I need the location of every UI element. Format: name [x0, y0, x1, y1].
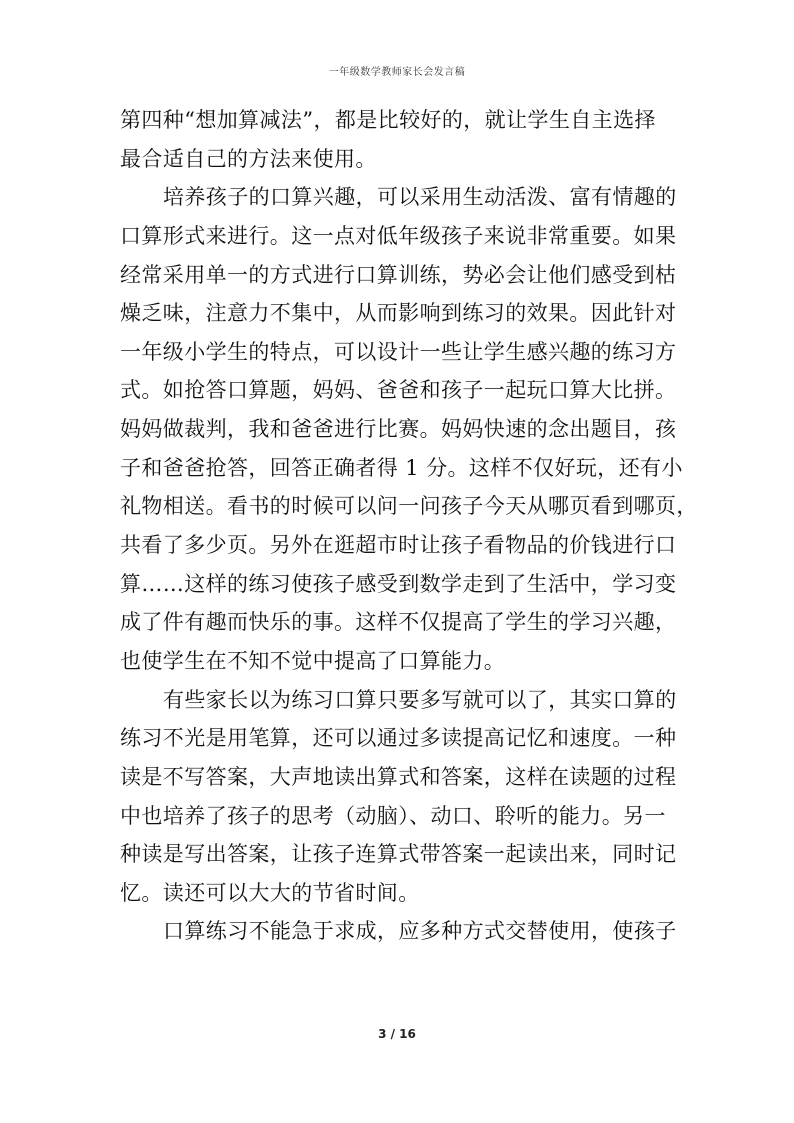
text-line: 种读是写出答案，让孩子连算式带答案一起读出来，同时记	[120, 842, 677, 867]
text-line: 一年级小学生的特点，可以设计一些让学生感兴趣的练习方	[120, 339, 677, 364]
page-number: 3 / 16	[378, 1027, 416, 1041]
text-line: 妈妈做裁判，我和爸爸进行比赛。妈妈快速的念出题目，孩	[120, 417, 677, 442]
text-line: 燥乏味，注意力不集中，从而影响到练习的效果。因此针对	[120, 301, 677, 326]
text-line: 练习不光是用笔算，还可以通过多读提高记忆和速度。一种	[120, 726, 677, 751]
text-line: 共看了多少页。另外在逛超市时让孩子看物品的价钱进行口	[120, 533, 677, 558]
text-line: 也使学生在不知不觉中提高了口算能力。	[120, 648, 506, 673]
paragraph-start-line: 口算练习不能急于求成，应多种方式交替使用，使孩子	[163, 919, 677, 944]
paragraph-start-line: 培养孩子的口算兴趣，可以采用生动活泼、富有情趣的	[163, 185, 677, 210]
document-body	[120, 101, 698, 951]
text-line: 子和爸爸抢答，回答正确者得 1 分。这样不仅好玩，还有小	[120, 455, 683, 480]
text-line: 忆。读还可以大大的节省时间。	[120, 880, 420, 905]
text-line: 式。如抢答口算题，妈妈、爸爸和孩子一起玩口算大比拼。	[120, 378, 677, 403]
text-line: 最合适自己的方法来使用。	[120, 146, 377, 171]
paragraph-start-line: 有些家长以为练习口算只要多写就可以了，其实口算的	[163, 687, 677, 712]
text-line: 第四种“想加算减法”，都是比较好的，就让学生自主选择	[120, 108, 656, 132]
text-line: 成了件有趣而快乐的事。这样不仅提高了学生的学习兴趣，	[120, 610, 677, 635]
text-line: 口算形式来进行。这一点对低年级孩子来说非常重要。如果	[120, 223, 677, 248]
text-line: 读是不写答案，大声地读出算式和答案，这样在读题的过程	[120, 764, 677, 789]
text-line: 算……这样的练习使孩子感受到数学走到了生活中，学习变	[120, 571, 677, 596]
text-line: 经常采用单一的方式进行口算训练，势必会让他们感受到枯	[120, 262, 677, 287]
document-header: 一年级数学教师家长会发言稿	[328, 67, 466, 78]
text-line: 礼物相送。看书的时候可以问一问孩子今天从哪页看到哪页，	[120, 494, 698, 519]
text-line: 中也培养了孩子的思考（动脑）、动口、聆听的能力。另一	[120, 803, 666, 828]
